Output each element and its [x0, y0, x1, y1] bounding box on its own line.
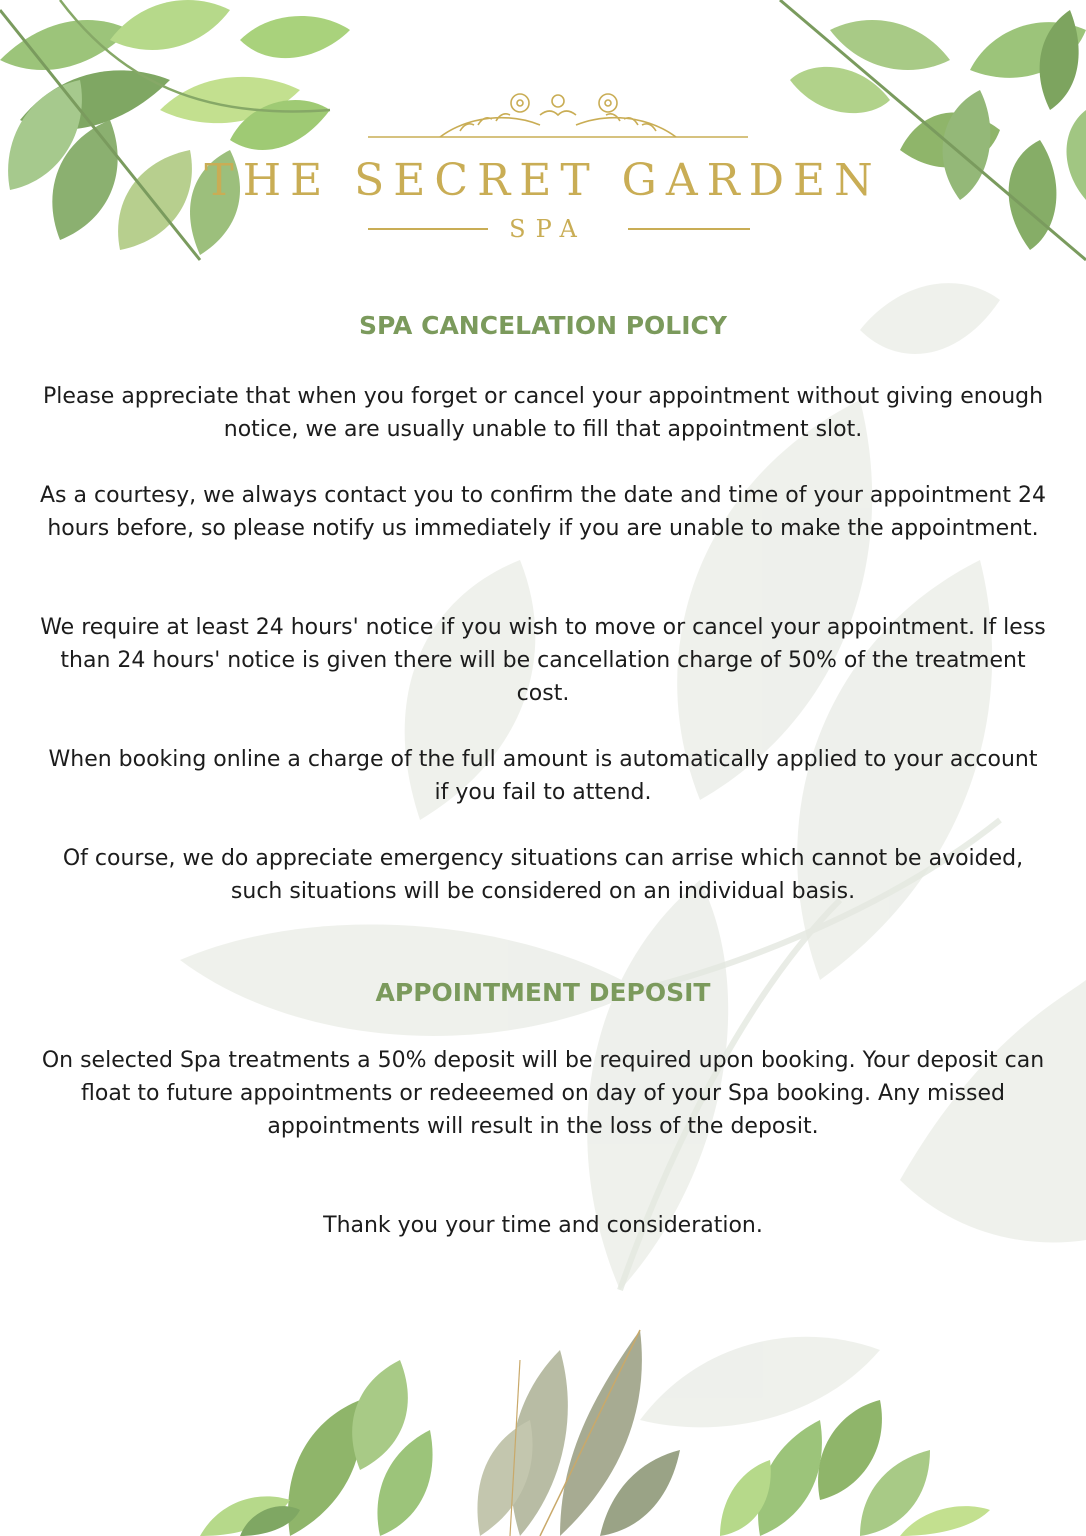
deposit-heading: APPOINTMENT DEPOSIT: [375, 978, 711, 1007]
policy-paragraph-5: Of course, we do appreciate emergency situations can arrise which cannot be avoided, such situations will be considered on an individual basis.: [62, 846, 1024, 904]
floral-garland-icon: [360, 85, 756, 155]
policy-paragraph-2: As a courtesy, we always contact you to confirm the date and time of your appointment 24 hours before, so please notify us immediately if you are unable to make the appointment.: [40, 483, 1046, 541]
closing-note: Thank you your time and consideration.: [323, 1213, 763, 1238]
policy-paragraph-3: We require at least 24 hours' notice if you wish to move or cancel your appointment. If less than 24 hours' notice is given there will be cancellation charge of 50% of the treatment cost.: [40, 615, 1046, 706]
policy-paragraph-4: When booking online a charge of the full amount is automatically applied to your account if you fail to attend.: [48, 747, 1038, 805]
brand-name: THE SECRET GARDEN: [204, 155, 882, 206]
policy-heading: SPA CANCELATION POLICY: [359, 311, 727, 340]
brand-logo: [0, 0, 1086, 260]
deposit-paragraph: On selected Spa treatments a 50% deposit will be required upon booking. Your deposit can float to future appointments or redeeemed on day of your Spa booking. Any missed appointments will result in the loss of the deposit.: [41, 1048, 1045, 1139]
brand-subtitle: SPA: [509, 215, 587, 243]
policy-paragraph-1: Please appreciate that when you forget or cancel your appointment without giving enough notice, we are usually unable to fill that appointment slot.: [42, 384, 1044, 442]
